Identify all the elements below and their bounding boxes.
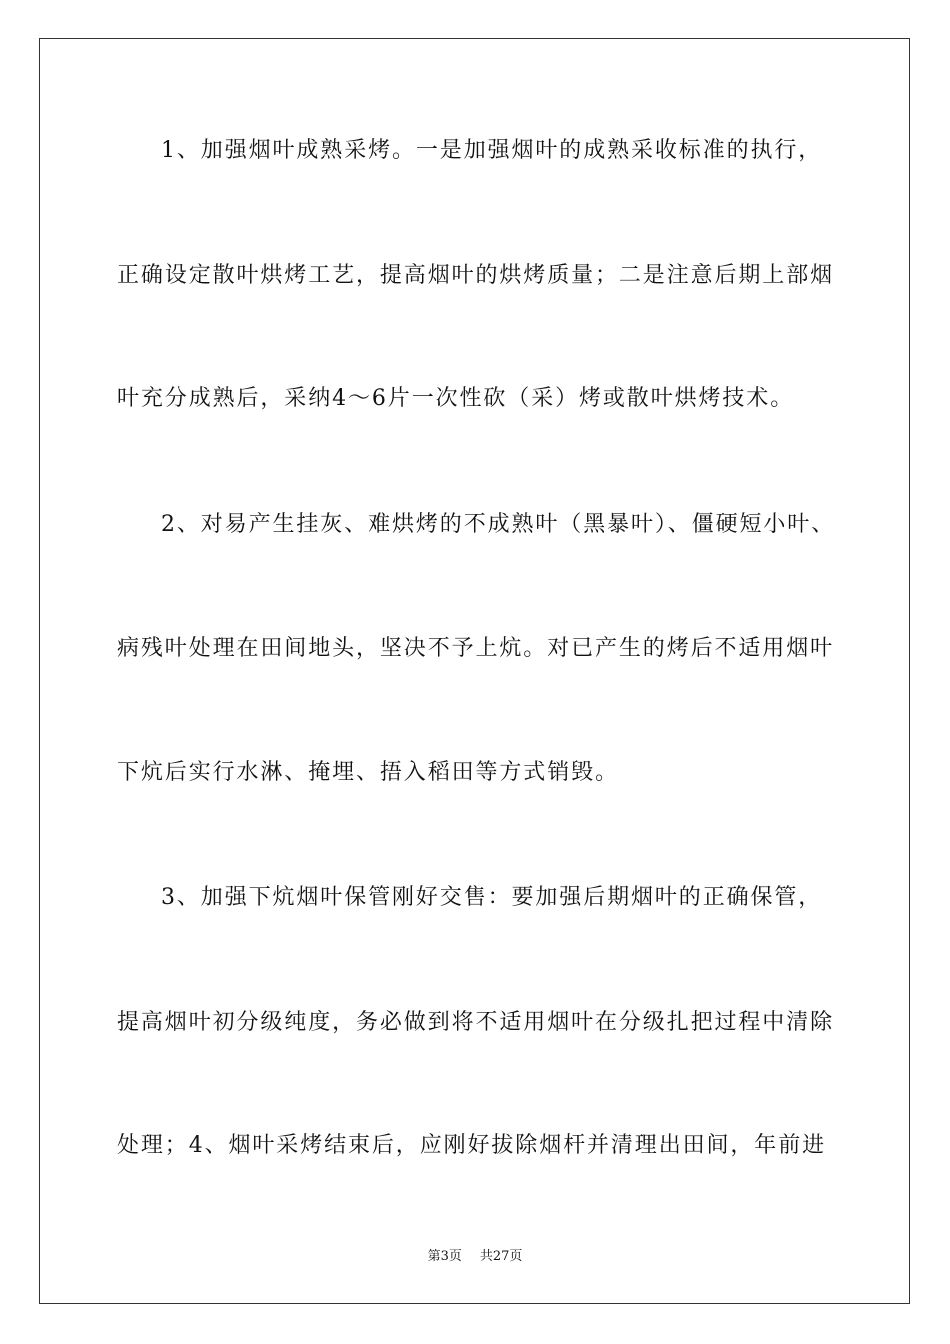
paragraph-1-line-1: 1、加强烟叶成熟采烤。一是加强烟叶的成熟采收标准的执行， — [161, 138, 823, 163]
page-frame — [39, 38, 910, 1304]
paragraph-2-line-2: 病残叶处理在田间地头，坚决不予上炕。对已产生的烤后不适用烟叶 — [117, 636, 835, 661]
paragraph-3-line-1: 3、加强下炕烟叶保管刚好交售：要加强后期烟叶的正确保管， — [161, 885, 823, 910]
page-footer — [0, 1248, 950, 1266]
paragraph-2-line-1: 2、对易产生挂灰、难烘烤的不成熟叶（黑暴叶）、僵硬短小叶、 — [161, 512, 836, 537]
paragraph-1-line-3: 叶充分成熟后，采纳4～6片一次性砍（采）烤或散叶烘烤技术。 — [117, 386, 795, 411]
paragraph-2-line-3: 下炕后实行水淋、掩埋、捂入稻田等方式销毁。 — [117, 760, 619, 785]
page-number: 第3页 — [427, 1249, 462, 1264]
paragraph-3-line-2: 提高烟叶初分级纯度，务必做到将不适用烟叶在分级扎把过程中清除 — [117, 1010, 835, 1035]
paragraph-1-line-2: 正确设定散叶烘烤工艺，提高烟叶的烘烤质量；二是注意后期上部烟 — [117, 263, 835, 288]
page-total: 共27页 — [479, 1249, 523, 1264]
paragraph-3-line-3: 处理；4、烟叶采烤结束后，应刚好拔除烟杆并清理出田间，年前进 — [117, 1133, 826, 1158]
